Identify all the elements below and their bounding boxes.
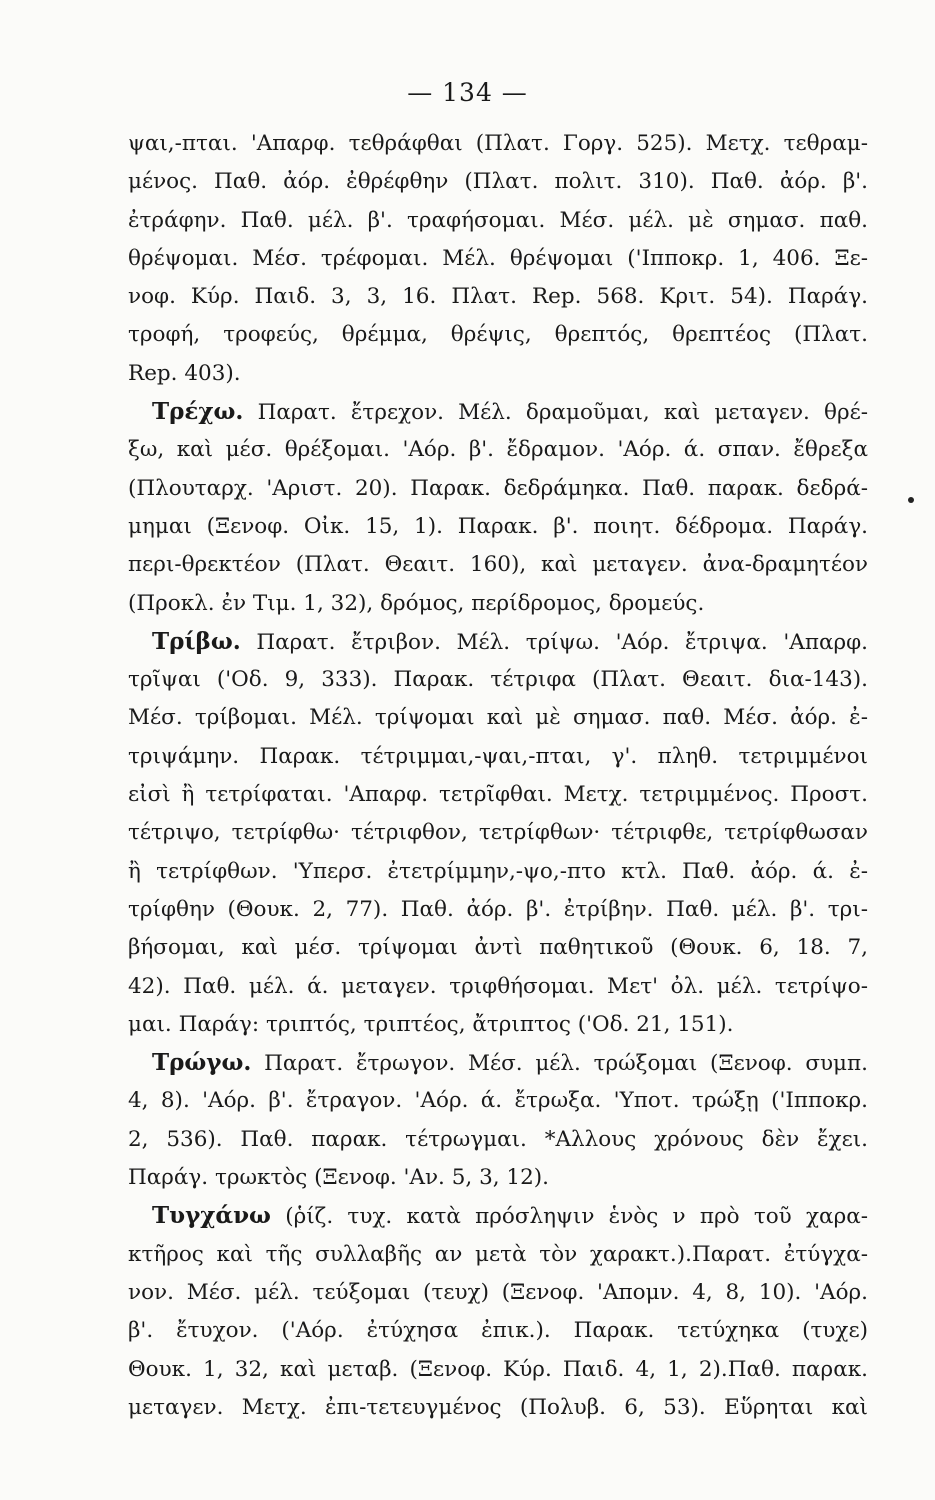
line-text: ξω, καὶ μέσ. θρέξομαι. 'Αόρ. β'. ἔδραμον. 'Αόρ. ά. σπαν. ἔθρεξα [128,437,868,463]
text-line [128,355,868,393]
line-text: 2, 536). Παθ. παρακ. τέτρωγμαι. *Αλλους χρόνους δὲν ἔχει. [128,1126,868,1152]
entry-headword-line [128,393,868,431]
line-text: (Προκλ. ἐν Τιμ. 1, 32), δρόμος, περίδρομος, δρομεύς. [128,590,705,616]
line-text: 4, 8). 'Αόρ. β'. ἔτραγον. 'Αόρ. ά. ἔτρωξα. 'Υποτ. τρώξῃ ('Ιπποκρ. [128,1088,868,1114]
text-line [128,1236,868,1274]
text-line [128,240,868,278]
line-text: ἐτράφην. Παθ. μέλ. β'. τραφήσομαι. Μέσ. μέλ. μὲ σημασ. παθ. [128,207,868,233]
text-line [128,585,868,623]
entry-headword-line [128,623,868,661]
line-text: Παρατ. ἔτριβον. Μέλ. τρίψω. 'Αόρ. ἔτριψα. 'Απαρφ. [240,629,868,655]
line-text: τροφή, τροφεύς, θρέμμα, θρέψις, θρεπτός, θρεπτέος (Πλατ. [128,322,868,348]
entry-headword: Τρώγω. [152,1049,252,1077]
line-text: ψαι,-πται. 'Απαρφ. τεθράφθαι (Πλατ. Γοργ. 525). Μετχ. τεθραμ- [128,131,868,156]
line-text: (ῥίζ. τυχ. κατὰ πρόσληψιν ἑνὸς ν πρὸ τοῦ χαρα- [270,1204,868,1230]
text-line [128,163,868,201]
line-text: θρέψομαι. Μέσ. τρέφομαι. Μέλ. θρέψομαι ('Ιπποκρ. 1, 406. Ξε- [128,245,868,271]
entry-headword-line [128,1044,868,1082]
text-line [128,125,868,163]
text-line [128,929,868,967]
line-text: β'. ἔτυχον. ('Αόρ. ἐτύχησα ἐπικ.). Παρακ. τετύχηκα (τυχε) [128,1318,868,1344]
text-line [128,316,868,354]
line-text: μημαι (Ξενοφ. Οἰκ. 15, 1). Παρακ. β'. ποιητ. δέδρομα. Παράγ. [128,513,868,539]
dictionary-text-block [128,125,868,1427]
line-text: ἢ τετρίφθων. 'Υπερσ. ἐτετρίμμην,-ψο,-πτο κτλ. Παθ. ἀόρ. ά. ἐ- [128,858,868,884]
text-line [128,1082,868,1120]
line-text: τρῖψαι ('Οδ. 9, 333). Παρακ. τέτριφα (Πλατ. Θεαιτ. δια-143). [128,667,868,693]
line-text: τέτριψο, τετρίφθω· τέτριφθον, τετρίφθων· τέτριφθε, τετρίφθωσαν [128,820,868,846]
text-line [128,661,868,699]
text-line [128,699,868,737]
page-number: — 134 — [407,78,528,107]
text-line [128,1159,868,1197]
line-text: μεταγεν. Μετχ. ἐπι-τετευγμένος (Πολυβ. 6, 53). Εὕρηται καὶ [128,1394,868,1420]
ink-dot-mark [908,497,914,503]
text-line [128,891,868,929]
line-text: νοφ. Κύρ. Παιδ. 3, 3, 16. Πλατ. Rep. 568. Κριτ. 54). Παράγ. [128,284,868,310]
entry-headword: Τρέχω. [152,398,244,426]
text-line [128,853,868,891]
text-line [128,1121,868,1159]
text-line [128,738,868,776]
text-line [128,508,868,546]
line-text: Παράγ. τρωκτὸς (Ξενοφ. 'Αν. 5, 3, 12). [128,1165,550,1191]
line-text: (Πλουταρχ. 'Αριστ. 20). Παρακ. δεδράμηκα. Παθ. παρακ. δεδρά- [128,475,868,501]
line-text: Παρατ. ἔτρεχον. Μέλ. δραμοῦμαι, καὶ μεταγεν. θρέ- [243,400,868,426]
line-text: νον. Μέσ. μέλ. τεύξομαι (τευχ) (Ξενοφ. 'Απομν. 4, 8, 10). 'Αόρ. [128,1279,868,1305]
text-line [128,431,868,469]
text-line [128,278,868,316]
line-text: 42). Παθ. μέλ. ά. μεταγεν. τριφθήσομαι. Μετ' ὀλ. μέλ. τετρίψο- [128,973,868,999]
entry-headword: Τρίβω. [152,627,241,655]
line-text: Μέσ. τρίβομαι. Μέλ. τρίψομαι καὶ μὲ σημασ. παθ. Μέσ. ἀόρ. ἐ- [128,705,868,731]
line-text: βήσομαι, καὶ μέσ. τρίψομαι ἀντὶ παθητικοῦ (Θουκ. 6, 18. 7, [128,935,868,961]
line-text: Θουκ. 1, 32, καὶ μεταβ. (Ξενοφ. Κύρ. Παιδ. 4, 1, 2).Παθ. παρακ. [128,1356,868,1382]
line-text: τρίφθην (Θουκ. 2, 77). Παθ. ἀόρ. β'. ἐτρίβην. Παθ. μέλ. β'. τρι- [128,896,868,922]
text-line [128,814,868,852]
line-text: μαι. Παράγ: τριπτός, τριπτέος, ἄτριπτος ('Οδ. 21, 151). [128,1011,734,1037]
line-text: κτῆρος καὶ τῆς συλλαβῆς αν μετὰ τὸν χαρακτ.).Παρατ. ἐτύγχα- [128,1241,868,1267]
text-line [128,546,868,584]
line-text: τριψάμην. Παρακ. τέτριμμαι,-ψαι,-πται, γ'. πληθ. τετριμμένοι [128,743,868,769]
line-text: Παρατ. ἔτρωγον. Μέσ. μέλ. τρώξομαι (Ξενοφ. συμπ. [251,1051,868,1077]
line-text: Rep. 403). [128,360,241,386]
text-line [128,1274,868,1312]
text-line [128,1312,868,1350]
text-line [128,1389,868,1427]
text-line [128,776,868,814]
text-line [128,470,868,508]
entry-headword-line [128,1197,868,1235]
text-line [128,1351,868,1389]
line-text: μένος. Παθ. ἀόρ. ἐθρέφθην (Πλατ. πολιτ. 310). Παθ. ἀόρ. β'. [128,169,868,195]
text-line [128,202,868,240]
line-text: εἰσὶ ἢ τετρίφαται. 'Απαρφ. τετρῖφθαι. Μετχ. τετριμμένος. Προστ. [128,782,868,808]
line-text: περι-θρεκτέον (Πλατ. Θεαιτ. 160), καὶ μεταγεν. ἀνα-δραμητέον [128,552,868,578]
text-line [128,1006,868,1044]
text-line [128,968,868,1006]
entry-headword: Τυγχάνω [152,1202,271,1230]
